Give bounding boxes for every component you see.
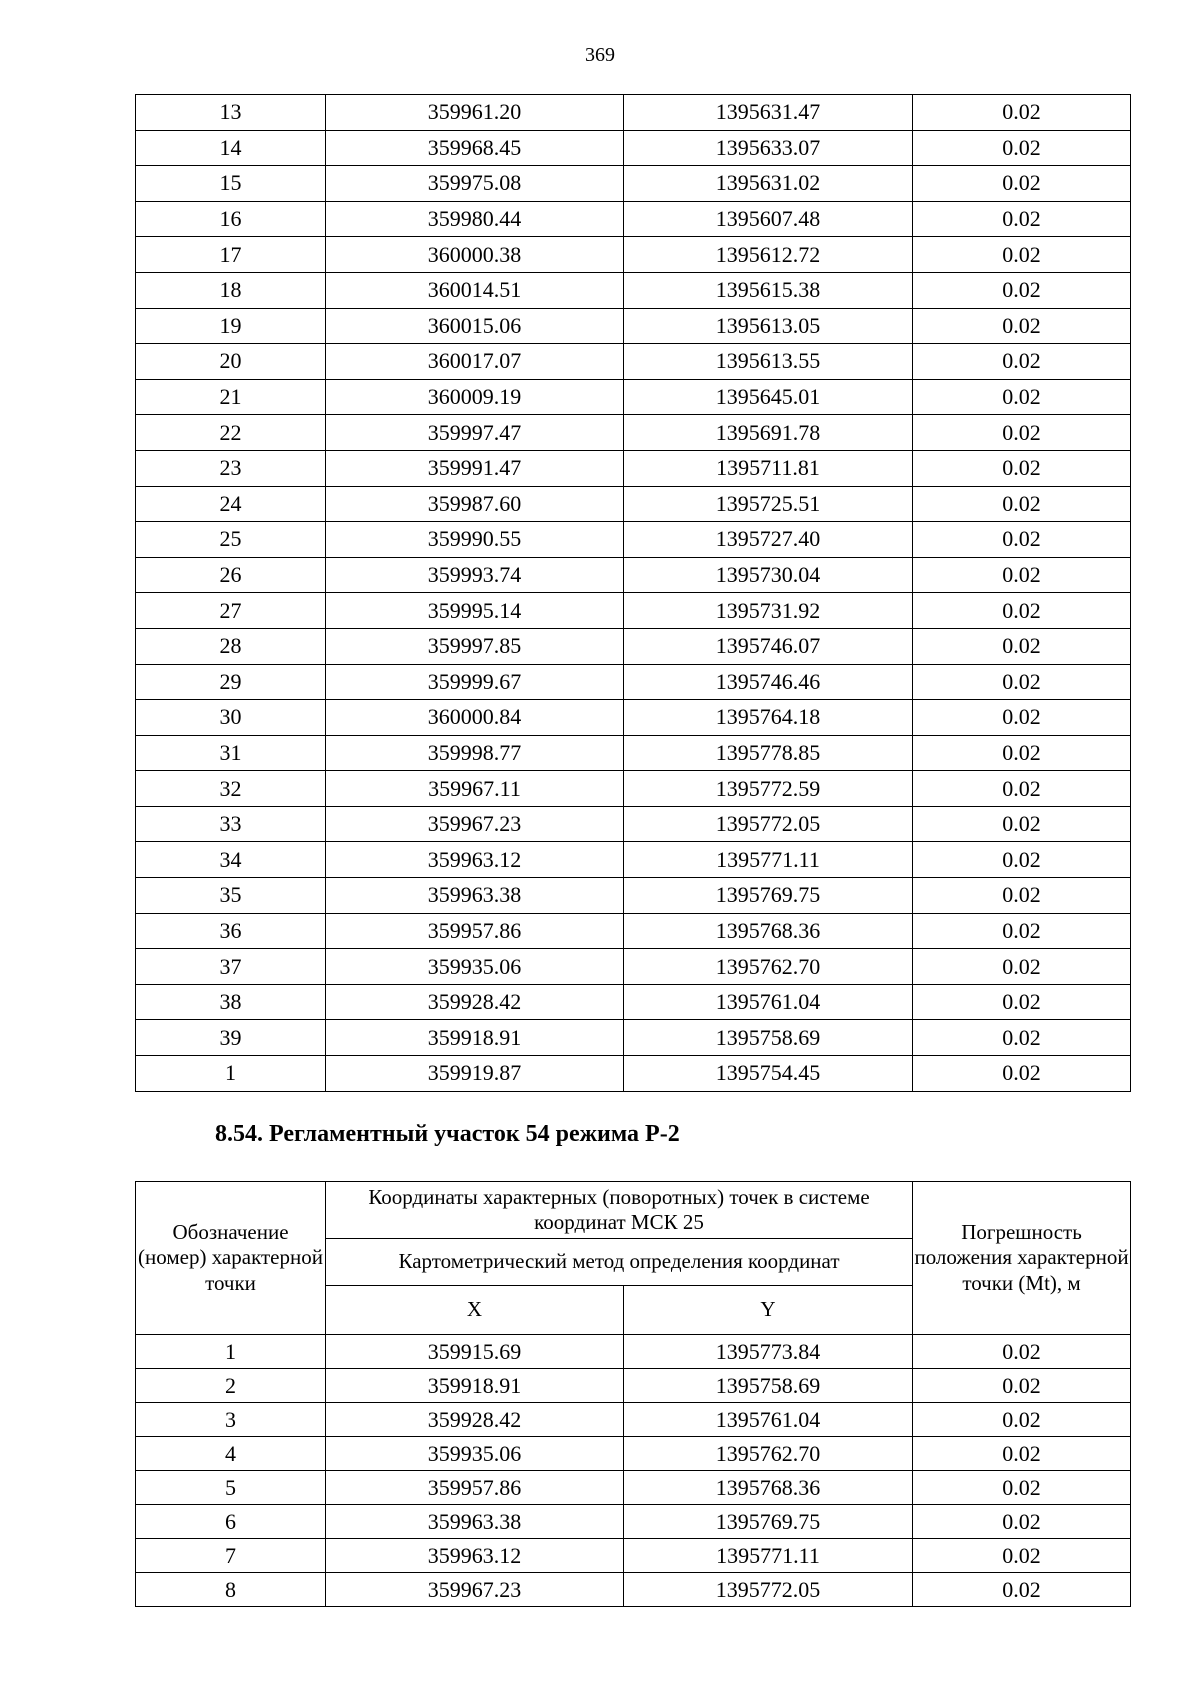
- point-number-cell: 25: [136, 522, 326, 558]
- coordinates-table-continued: [135, 94, 1131, 1092]
- x-coordinate-cell: 360000.84: [326, 700, 624, 736]
- table-header: [136, 1182, 1131, 1335]
- table-row: [136, 379, 1131, 415]
- x-coordinate-cell: 359963.12: [326, 842, 624, 878]
- error-cell: 0.02: [913, 379, 1131, 415]
- table-row: [136, 878, 1131, 914]
- y-coordinate-cell: 1395764.18: [624, 700, 913, 736]
- coordinates-table-body: [136, 95, 1131, 1092]
- y-coordinate-cell: 1395771.11: [624, 1539, 913, 1573]
- table-row: [136, 522, 1131, 558]
- error-cell: 0.02: [913, 1573, 1131, 1607]
- x-coordinate-cell: 359918.91: [326, 1369, 624, 1403]
- table-row: [136, 1505, 1131, 1539]
- point-number-cell: 8: [136, 1573, 326, 1607]
- y-coordinate-cell: 1395761.04: [624, 984, 913, 1020]
- error-cell: 0.02: [913, 201, 1131, 237]
- point-number-cell: 5: [136, 1471, 326, 1505]
- point-number-cell: 38: [136, 984, 326, 1020]
- x-coordinate-cell: 359957.86: [326, 913, 624, 949]
- y-coordinate-cell: 1395778.85: [624, 735, 913, 771]
- y-coordinate-cell: 1395711.81: [624, 450, 913, 486]
- error-cell: 0.02: [913, 628, 1131, 664]
- y-coordinate-cell: 1395762.70: [624, 949, 913, 985]
- x-coordinate-cell: 359997.47: [326, 415, 624, 451]
- table-row: [136, 700, 1131, 736]
- error-cell: 0.02: [913, 1505, 1131, 1539]
- error-cell: 0.02: [913, 95, 1131, 131]
- table-row: [136, 735, 1131, 771]
- table-row: [136, 450, 1131, 486]
- error-cell: 0.02: [913, 664, 1131, 700]
- y-coordinate-cell: 1395758.69: [624, 1369, 913, 1403]
- y-coordinate-cell: 1395691.78: [624, 415, 913, 451]
- point-number-cell: 1: [136, 1056, 326, 1092]
- coordinates-header: Координаты характерных (поворотных) точек в системе координат МСК 25: [326, 1182, 913, 1239]
- y-coordinate-cell: 1395771.11: [624, 842, 913, 878]
- y-coordinate-cell: 1395731.92: [624, 593, 913, 629]
- y-coordinate-cell: 1395613.05: [624, 308, 913, 344]
- table-row: [136, 1471, 1131, 1505]
- point-number-cell: 14: [136, 130, 326, 166]
- x-coordinate-cell: 359967.23: [326, 806, 624, 842]
- point-number-cell: 16: [136, 201, 326, 237]
- table-row: [136, 130, 1131, 166]
- point-number-cell: 4: [136, 1437, 326, 1471]
- x-coordinate-cell: 359967.11: [326, 771, 624, 807]
- table-row: [136, 1335, 1131, 1369]
- table-row: [136, 806, 1131, 842]
- table-row: [136, 1403, 1131, 1437]
- table-row: [136, 1437, 1131, 1471]
- table-row: [136, 913, 1131, 949]
- error-cell: 0.02: [913, 1369, 1131, 1403]
- point-number-cell: 7: [136, 1539, 326, 1573]
- x-coordinate-cell: 359928.42: [326, 1403, 624, 1437]
- table-row: [136, 557, 1131, 593]
- y-coordinate-cell: 1395761.04: [624, 1403, 913, 1437]
- point-number-cell: 28: [136, 628, 326, 664]
- y-coordinate-cell: 1395746.46: [624, 664, 913, 700]
- error-header: Погрешность положения характерной точки (Mt), м: [913, 1182, 1131, 1335]
- table-row: [136, 237, 1131, 273]
- point-number-cell: 29: [136, 664, 326, 700]
- error-cell: 0.02: [913, 984, 1131, 1020]
- coordinates-table-section-54: [135, 1181, 1131, 1607]
- x-coordinate-cell: 359915.69: [326, 1335, 624, 1369]
- error-cell: 0.02: [913, 557, 1131, 593]
- x-coordinate-cell: 360009.19: [326, 379, 624, 415]
- table-row: [136, 166, 1131, 202]
- x-coordinate-cell: 359957.86: [326, 1471, 624, 1505]
- point-number-cell: 22: [136, 415, 326, 451]
- x-coordinate-cell: 359935.06: [326, 1437, 624, 1471]
- error-cell: 0.02: [913, 700, 1131, 736]
- x-coordinate-cell: 360017.07: [326, 344, 624, 380]
- error-cell: 0.02: [913, 1471, 1131, 1505]
- x-coordinate-cell: 359995.14: [326, 593, 624, 629]
- point-number-cell: 3: [136, 1403, 326, 1437]
- point-number-cell: 24: [136, 486, 326, 522]
- table-row: [136, 664, 1131, 700]
- table-row: [136, 984, 1131, 1020]
- page-number: 369: [585, 44, 615, 66]
- x-coordinate-cell: 359987.60: [326, 486, 624, 522]
- point-number-cell: 37: [136, 949, 326, 985]
- point-number-cell: 15: [136, 166, 326, 202]
- x-coordinate-cell: 359963.38: [326, 1505, 624, 1539]
- error-cell: 0.02: [913, 735, 1131, 771]
- point-number-cell: 19: [136, 308, 326, 344]
- error-cell: 0.02: [913, 1020, 1131, 1056]
- y-coordinate-cell: 1395769.75: [624, 1505, 913, 1539]
- y-coordinate-cell: 1395730.04: [624, 557, 913, 593]
- x-coordinate-cell: 360015.06: [326, 308, 624, 344]
- error-cell: 0.02: [913, 878, 1131, 914]
- point-number-cell: 18: [136, 272, 326, 308]
- error-cell: 0.02: [913, 272, 1131, 308]
- point-number-cell: 30: [136, 700, 326, 736]
- table-row: [136, 95, 1131, 131]
- point-number-cell: 1: [136, 1335, 326, 1369]
- x-coordinate-cell: 359967.23: [326, 1573, 624, 1607]
- point-number-cell: 33: [136, 806, 326, 842]
- table-row: [136, 771, 1131, 807]
- error-cell: 0.02: [913, 166, 1131, 202]
- table-row: [136, 344, 1131, 380]
- point-number-cell: 27: [136, 593, 326, 629]
- error-cell: 0.02: [913, 842, 1131, 878]
- x-coordinate-cell: 359963.12: [326, 1539, 624, 1573]
- error-cell: 0.02: [913, 308, 1131, 344]
- point-number-cell: 21: [136, 379, 326, 415]
- table-row: [136, 201, 1131, 237]
- y-coordinate-cell: 1395615.38: [624, 272, 913, 308]
- x-coordinate-cell: 359919.87: [326, 1056, 624, 1092]
- y-coordinate-cell: 1395746.07: [624, 628, 913, 664]
- table-row: [136, 842, 1131, 878]
- table-row: [136, 415, 1131, 451]
- error-cell: 0.02: [913, 1403, 1131, 1437]
- point-number-cell: 2: [136, 1369, 326, 1403]
- y-coordinate-cell: 1395769.75: [624, 878, 913, 914]
- error-cell: 0.02: [913, 1056, 1131, 1092]
- table-row: [136, 1573, 1131, 1607]
- error-cell: 0.02: [913, 237, 1131, 273]
- error-cell: 0.02: [913, 593, 1131, 629]
- point-number-cell: 26: [136, 557, 326, 593]
- y-coordinate-cell: 1395725.51: [624, 486, 913, 522]
- table-row: [136, 1539, 1131, 1573]
- y-coordinate-cell: 1395762.70: [624, 1437, 913, 1471]
- error-cell: 0.02: [913, 771, 1131, 807]
- y-coordinate-cell: 1395645.01: [624, 379, 913, 415]
- error-cell: 0.02: [913, 1437, 1131, 1471]
- error-cell: 0.02: [913, 806, 1131, 842]
- error-cell: 0.02: [913, 130, 1131, 166]
- y-coordinate-cell: 1395772.59: [624, 771, 913, 807]
- y-coordinate-cell: 1395613.55: [624, 344, 913, 380]
- point-number-cell: 35: [136, 878, 326, 914]
- table-row: [136, 272, 1131, 308]
- x-coordinate-cell: 359918.91: [326, 1020, 624, 1056]
- point-number-cell: 36: [136, 913, 326, 949]
- y-coordinate-cell: 1395773.84: [624, 1335, 913, 1369]
- y-header: Y: [624, 1286, 913, 1335]
- y-coordinate-cell: 1395758.69: [624, 1020, 913, 1056]
- error-cell: 0.02: [913, 913, 1131, 949]
- error-cell: 0.02: [913, 415, 1131, 451]
- error-cell: 0.02: [913, 1539, 1131, 1573]
- y-coordinate-cell: 1395607.48: [624, 201, 913, 237]
- x-coordinate-cell: 360000.38: [326, 237, 624, 273]
- table-row: [136, 593, 1131, 629]
- x-coordinate-cell: 359991.47: [326, 450, 624, 486]
- y-coordinate-cell: 1395727.40: [624, 522, 913, 558]
- error-cell: 0.02: [913, 450, 1131, 486]
- y-coordinate-cell: 1395631.02: [624, 166, 913, 202]
- y-coordinate-cell: 1395612.72: [624, 237, 913, 273]
- y-coordinate-cell: 1395633.07: [624, 130, 913, 166]
- x-header: X: [326, 1286, 624, 1335]
- method-header: Картометрический метод определения координат: [326, 1239, 913, 1286]
- x-coordinate-cell: 359990.55: [326, 522, 624, 558]
- error-cell: 0.02: [913, 949, 1131, 985]
- error-cell: 0.02: [913, 522, 1131, 558]
- point-number-cell: 13: [136, 95, 326, 131]
- point-number-header: Обозначение (номер) характерной точки: [136, 1182, 326, 1335]
- point-number-cell: 23: [136, 450, 326, 486]
- x-coordinate-cell: 359975.08: [326, 166, 624, 202]
- error-cell: 0.02: [913, 486, 1131, 522]
- y-coordinate-cell: 1395768.36: [624, 1471, 913, 1505]
- coordinates-table-body: [136, 1335, 1131, 1607]
- x-coordinate-cell: 359999.67: [326, 664, 624, 700]
- x-coordinate-cell: 360014.51: [326, 272, 624, 308]
- point-number-cell: 34: [136, 842, 326, 878]
- x-coordinate-cell: 359961.20: [326, 95, 624, 131]
- point-number-cell: 6: [136, 1505, 326, 1539]
- y-coordinate-cell: 1395772.05: [624, 806, 913, 842]
- point-number-cell: 31: [136, 735, 326, 771]
- point-number-cell: 17: [136, 237, 326, 273]
- table-row: [136, 1020, 1131, 1056]
- y-coordinate-cell: 1395631.47: [624, 95, 913, 131]
- section-heading: 8.54. Регламентный участок 54 режима Р-2: [215, 1121, 680, 1147]
- table-row: [136, 1056, 1131, 1092]
- table-row: [136, 486, 1131, 522]
- x-coordinate-cell: 359935.06: [326, 949, 624, 985]
- point-number-cell: 20: [136, 344, 326, 380]
- table-row: [136, 1369, 1131, 1403]
- x-coordinate-cell: 359963.38: [326, 878, 624, 914]
- x-coordinate-cell: 359968.45: [326, 130, 624, 166]
- error-cell: 0.02: [913, 344, 1131, 380]
- x-coordinate-cell: 359980.44: [326, 201, 624, 237]
- x-coordinate-cell: 359993.74: [326, 557, 624, 593]
- error-cell: 0.02: [913, 1335, 1131, 1369]
- table-row: [136, 628, 1131, 664]
- point-number-cell: 32: [136, 771, 326, 807]
- x-coordinate-cell: 359928.42: [326, 984, 624, 1020]
- table-row: [136, 949, 1131, 985]
- y-coordinate-cell: 1395772.05: [624, 1573, 913, 1607]
- point-number-cell: 39: [136, 1020, 326, 1056]
- x-coordinate-cell: 359998.77: [326, 735, 624, 771]
- y-coordinate-cell: 1395754.45: [624, 1056, 913, 1092]
- x-coordinate-cell: 359997.85: [326, 628, 624, 664]
- y-coordinate-cell: 1395768.36: [624, 913, 913, 949]
- table-row: [136, 308, 1131, 344]
